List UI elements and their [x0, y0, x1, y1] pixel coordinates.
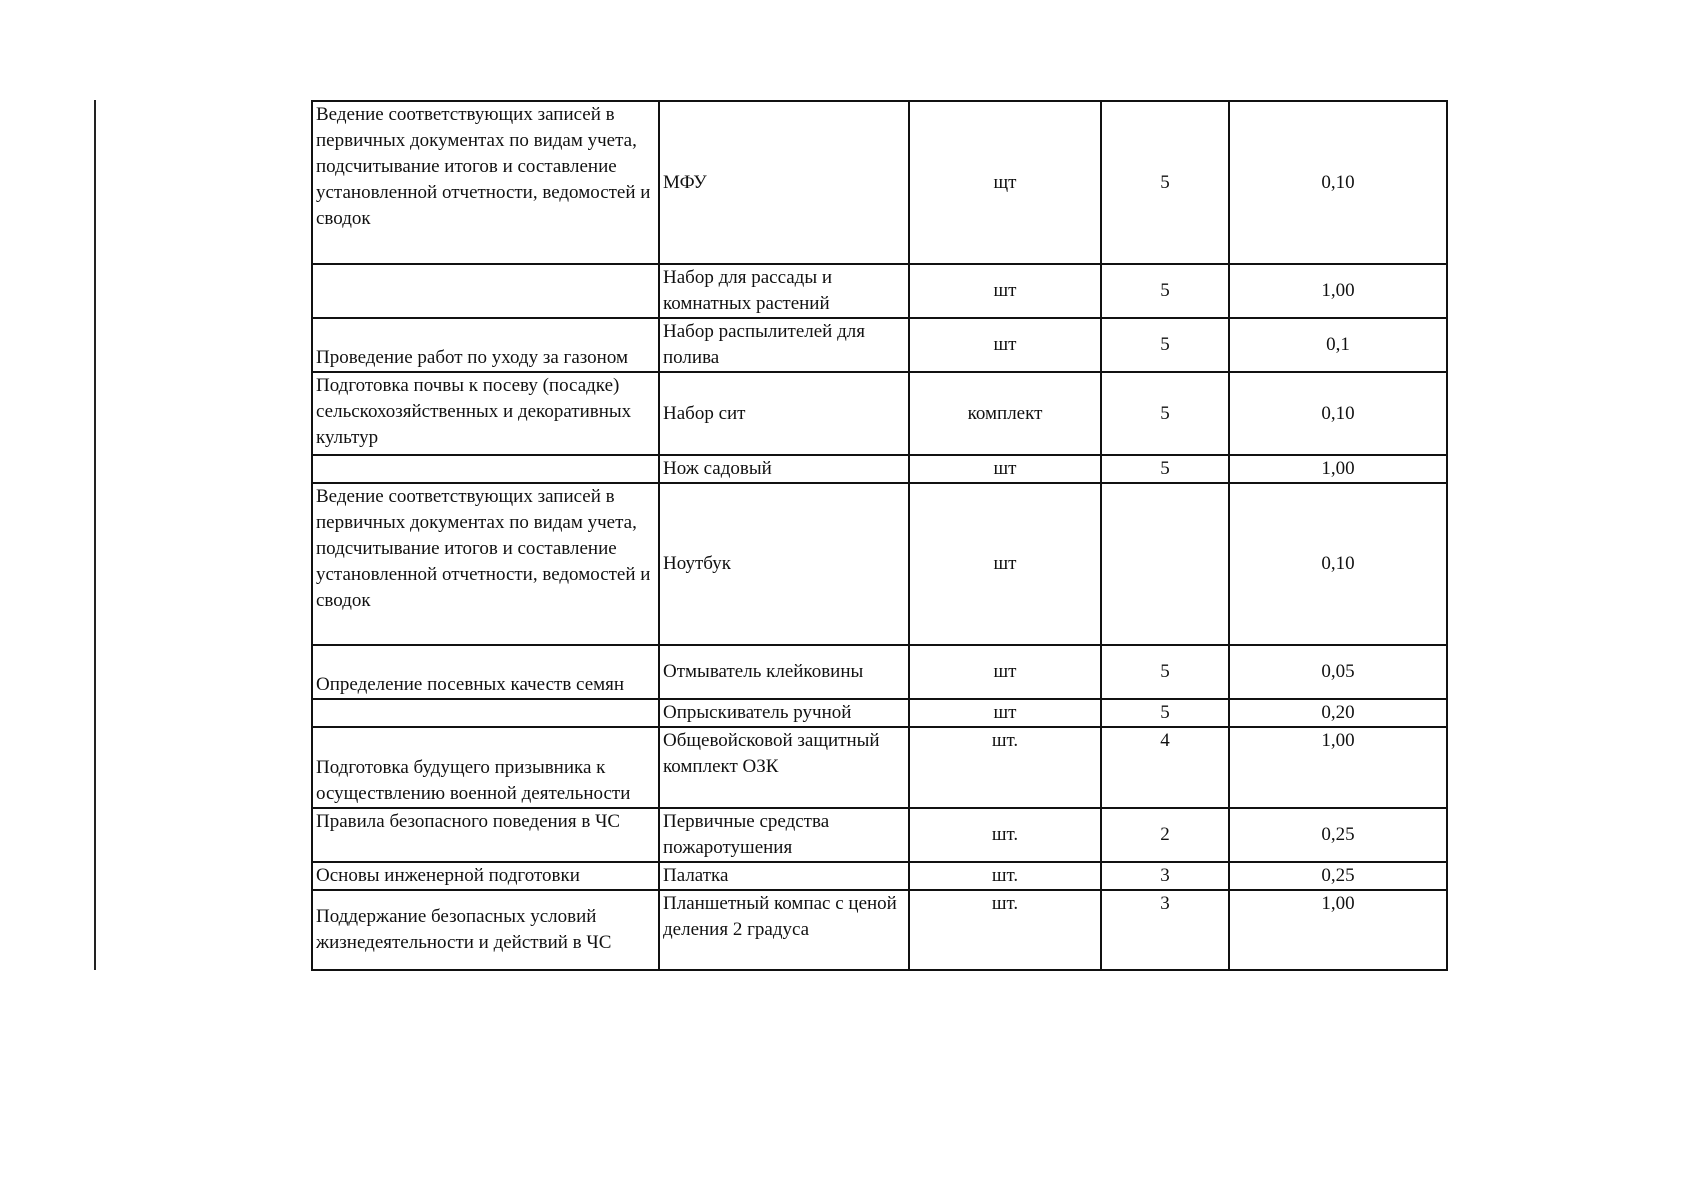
unit-cell: комплект [909, 372, 1101, 455]
table-row [312, 318, 1447, 372]
table-row [312, 890, 1447, 970]
unit-cell: щт [909, 101, 1101, 264]
table-row [312, 372, 1447, 455]
activity-cell: Определение посевных качеств семян [312, 645, 659, 699]
table-row [312, 808, 1447, 862]
activity-cell: Подготовка почвы к посеву (посадке) сельскохозяйственных и декоративных культур [312, 372, 659, 455]
unit-cell: шт [909, 318, 1101, 372]
quantity-cell: 3 [1101, 862, 1229, 890]
quantity-cell: 5 [1101, 645, 1229, 699]
activity-cell [312, 264, 659, 318]
quantity-cell [1101, 483, 1229, 645]
item-cell: Первичные средства пожаротушения [659, 808, 909, 862]
table-row [312, 455, 1447, 483]
quantity-cell: 5 [1101, 264, 1229, 318]
item-cell: Нож садовый [659, 455, 909, 483]
page-margin-line [94, 100, 96, 970]
table-row [312, 264, 1447, 318]
table-row [312, 862, 1447, 890]
equipment-table [311, 100, 1448, 971]
item-cell: Палатка [659, 862, 909, 890]
unit-cell: шт [909, 699, 1101, 727]
unit-cell: шт. [909, 808, 1101, 862]
norm-cell: 0,20 [1229, 699, 1447, 727]
norm-cell: 0,05 [1229, 645, 1447, 699]
activity-cell: Ведение соответствующих записей в первичных документах по видам учета, подсчитывание итогов и составление установленной отчетности, ведомостей и сводок [312, 483, 659, 645]
item-cell: Набор для рассады и комнатных растений [659, 264, 909, 318]
norm-cell: 0,25 [1229, 808, 1447, 862]
norm-cell: 1,00 [1229, 455, 1447, 483]
item-cell: Набор распылителей для полива [659, 318, 909, 372]
norm-cell: 0,10 [1229, 101, 1447, 264]
unit-cell: шт. [909, 727, 1101, 808]
item-cell: Отмыватель клейковины [659, 645, 909, 699]
table-row [312, 699, 1447, 727]
activity-cell: Подготовка будущего призывника к осуществлению военной деятельности [312, 727, 659, 808]
norm-cell: 1,00 [1229, 264, 1447, 318]
activity-cell: Ведение соответствующих записей в первичных документах по видам учета, подсчитывание итогов и составление установленной отчетности, ведомостей и сводок [312, 101, 659, 264]
quantity-cell: 5 [1101, 699, 1229, 727]
norm-cell: 0,25 [1229, 862, 1447, 890]
activity-cell: Проведение работ по уходу за газоном [312, 318, 659, 372]
unit-cell: шт [909, 264, 1101, 318]
activity-cell: Поддержание безопасных условий жизнедеятельности и действий в ЧС [312, 890, 659, 970]
norm-cell: 1,00 [1229, 727, 1447, 808]
activity-cell: Основы инженерной подготовки [312, 862, 659, 890]
quantity-cell: 3 [1101, 890, 1229, 970]
activity-cell [312, 699, 659, 727]
item-cell: МФУ [659, 101, 909, 264]
table-row [312, 645, 1447, 699]
norm-cell: 0,1 [1229, 318, 1447, 372]
item-cell: Планшетный компас с ценой деления 2 градуса [659, 890, 909, 970]
quantity-cell: 5 [1101, 318, 1229, 372]
quantity-cell: 5 [1101, 372, 1229, 455]
norm-cell: 0,10 [1229, 372, 1447, 455]
item-cell: Общевойсковой защитный комплект ОЗК [659, 727, 909, 808]
table-row [312, 483, 1447, 645]
quantity-cell: 5 [1101, 101, 1229, 264]
norm-cell: 1,00 [1229, 890, 1447, 970]
item-cell: Ноутбук [659, 483, 909, 645]
unit-cell: шт [909, 455, 1101, 483]
unit-cell: шт [909, 645, 1101, 699]
table-row [312, 727, 1447, 808]
quantity-cell: 2 [1101, 808, 1229, 862]
unit-cell: шт [909, 483, 1101, 645]
activity-cell [312, 455, 659, 483]
norm-cell: 0,10 [1229, 483, 1447, 645]
item-cell: Набор сит [659, 372, 909, 455]
item-cell: Опрыскиватель ручной [659, 699, 909, 727]
unit-cell: шт. [909, 862, 1101, 890]
quantity-cell: 4 [1101, 727, 1229, 808]
unit-cell: шт. [909, 890, 1101, 970]
quantity-cell: 5 [1101, 455, 1229, 483]
table-row [312, 101, 1447, 264]
activity-cell: Правила безопасного поведения в ЧС [312, 808, 659, 862]
